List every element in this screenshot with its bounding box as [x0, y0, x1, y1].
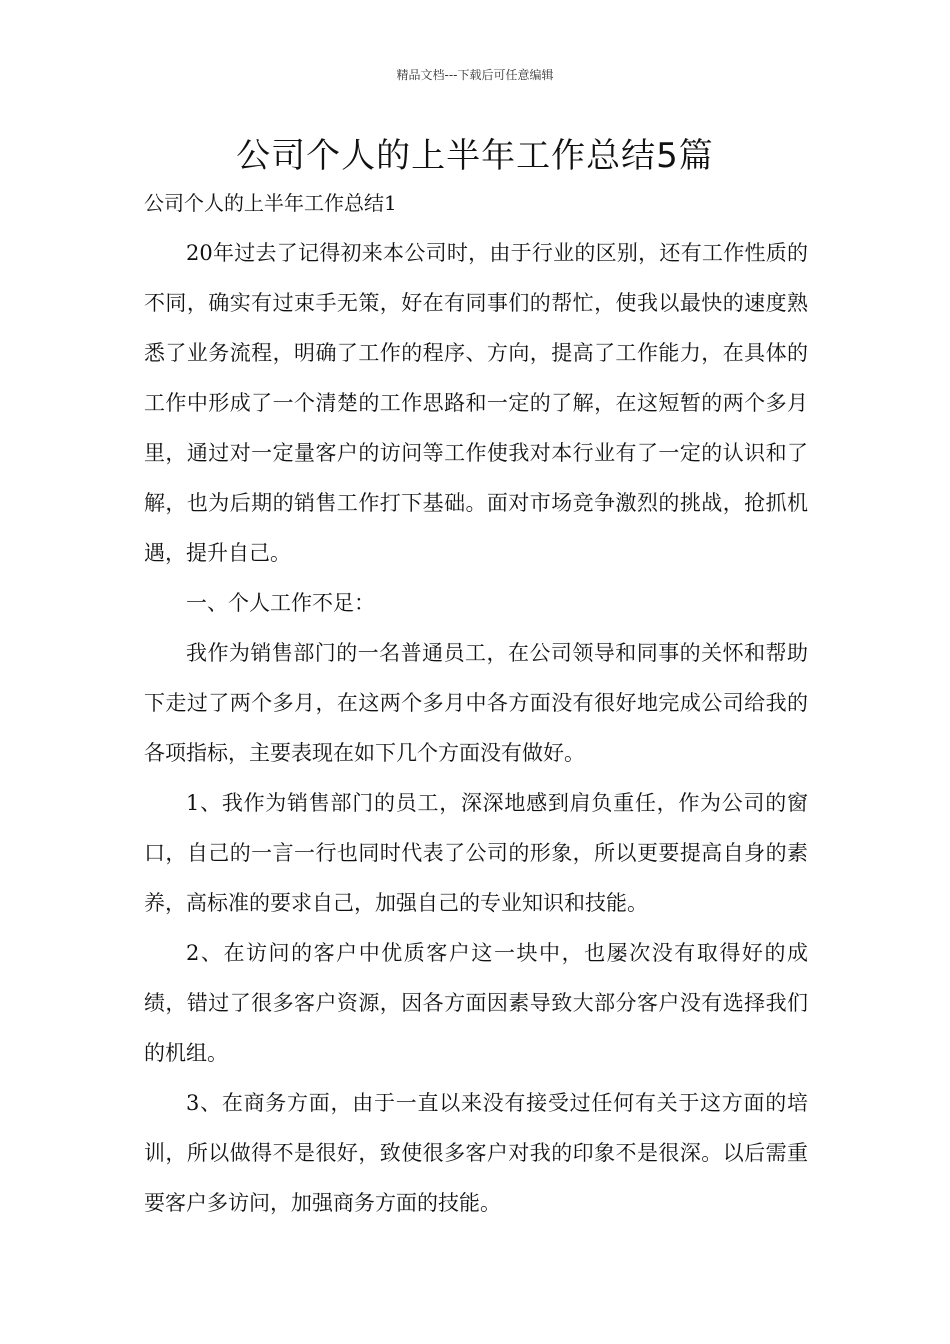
paragraph-intro: 20年过去了记得初来本公司时，由于行业的区别，还有工作性质的不同，确实有过束手无策，好在有同事们的帮忙，使我以最快的速度熟悉了业务流程，明确了工作的程序、方向，提高了工作能力，在具体的工作中形成了一个清楚的工作思路和一定的了解，在这短暂的两个多月里，通过对一定量客户的访问等工作使我对本行业有了一定的认识和了解，也为后期的销售工作打下基础。面对市场竞争激烈的挑战，抢抓机遇，提升自己。 [144, 241, 808, 565]
paragraph-item-2: 2、在访问的客户中优质客户这一块中，也屡次没有取得好的成绩，错过了很多客户资源，因各方面因素导致大部分客户没有选择我们的机组。 [144, 941, 808, 1065]
paragraph-overview: 我作为销售部门的一名普通员工，在公司领导和同事的关怀和帮助下走过了两个多月，在这两个多月中各方面没有很好地完成公司给我的各项指标，主要表现在如下几个方面没有做好。 [144, 641, 808, 765]
paragraph-item-1: 1、我作为销售部门的员工，深深地感到肩负重任，作为公司的窗口，自己的一言一行也同时代表了公司的形象，所以更要提高自身的素养，高标准的要求自己，加强自己的专业知识和技能。 [144, 791, 808, 915]
paragraph-item-3: 3、在商务方面，由于一直以来没有接受过任何有关于这方面的培训，所以做得不是很好，致使很多客户对我的印象不是很深。以后需重要客户多访问，加强商务方面的技能。 [144, 1091, 808, 1215]
paragraph-heading-shortcomings: 一、个人工作不足： [186, 591, 375, 615]
document-title: 公司个人的上半年工作总结5篇 [236, 136, 714, 176]
header-note: 精品文档---下载后可任意编辑 [396, 68, 554, 82]
section-subtitle: 公司个人的上半年工作总结1 [144, 191, 397, 215]
document-body [144, 228, 808, 1228]
